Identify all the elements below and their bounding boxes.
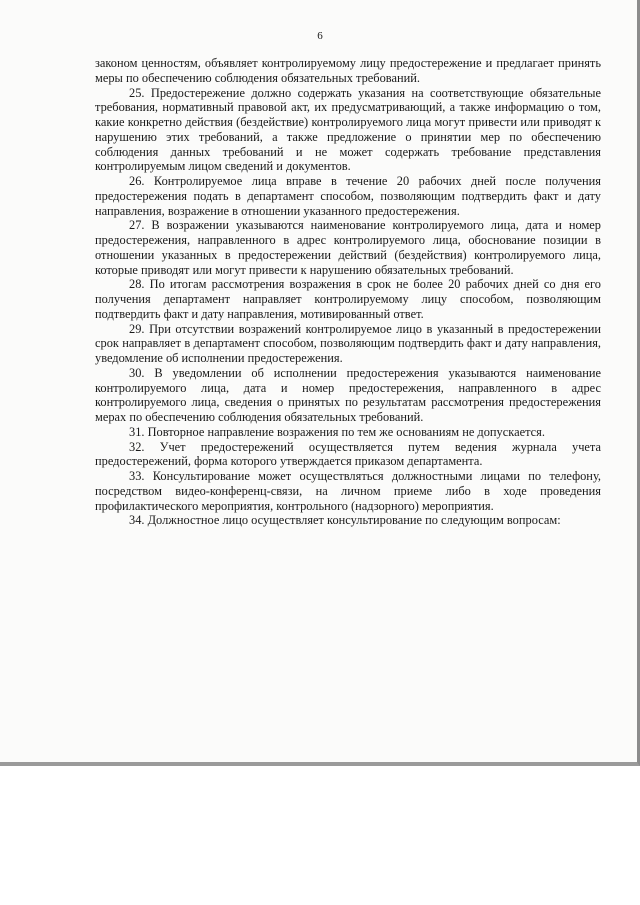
paragraph-27: 27. В возражении указываются наименование контролируемого лица, дата и номер предостережения, направленного в адрес контролируемого лица, обоснование позиции в отношении указанных в предостережении действий (бездействия) контролируемого лица, которые приводят или могут привести к нарушению обязательных требований. [95, 218, 601, 277]
blank-area [0, 766, 640, 905]
paragraph-33: 33. Консультирование может осуществляться должностными лицами по телефону, посредством видео-конференц-связи, на личном приеме либо в ходе проведения профилактического мероприятия, контрольного (надзорного) мероприятия. [95, 469, 601, 513]
paragraph-34: 34. Должностное лицо осуществляет консультирование по следующим вопросам: [129, 513, 561, 528]
page-number: 6 [317, 30, 323, 42]
paragraph-continuation: законом ценностям, объявляет контролируемому лицу предостережение и предлагает принять меры по обеспечению соблюдения обязательных требований. [95, 56, 601, 85]
paragraph-26: 26. Контролируемое лица вправе в течение 20 рабочих дней после получения предостережения подать в департамент способом, позволяющим подтвердить факт и дату направления, возражение в отношении указанного предостережения. [95, 174, 601, 218]
document-body [95, 56, 601, 528]
paragraph-31: 31. Повторное направление возражения по тем же основаниям не допускается. [129, 424, 545, 439]
paragraph-25: 25. Предостережение должно содержать указания на соответствующие обязательные требования, нормативный правовой акт, их предусматривающий, а также информацию о том, какие конкретно действия (бездействие) контролируемого лица могут привести или приводят к нарушению этих требований, а также предложение о принятии мер по обеспечению соблюдения данных требований и не может содержать требование представления контролируемым лицом сведений и документов. [95, 85, 601, 174]
paragraph-29: 29. При отсутствии возражений контролируемое лицо в указанный в предостережении срок направляет в департамент способом, позволяющим подтвердить факт и дату направления, уведомление об исполнении предостережения. [95, 321, 601, 365]
paragraph-32: 32. Учет предостережений осуществляется путем ведения журнала учета предостережений, форма которого утверждается приказом департамента. [95, 439, 601, 469]
paragraph-28: 28. По итогам рассмотрения возражения в срок не более 20 рабочих дней со дня его получения департамент направляет контролируемому лицу способом, позволяющим подтвердить факт и дату направления, мотивированный ответ. [95, 277, 601, 321]
paragraph-30: 30. В уведомлении об исполнении предостережения указываются наименование контролируемого лица, дата и номер предостережения, направленного в адрес контролируемого лица, сведения о принятых по результатам рассмотрения предостережения мерах по обеспечению соблюдения обязательных требований. [95, 365, 601, 424]
